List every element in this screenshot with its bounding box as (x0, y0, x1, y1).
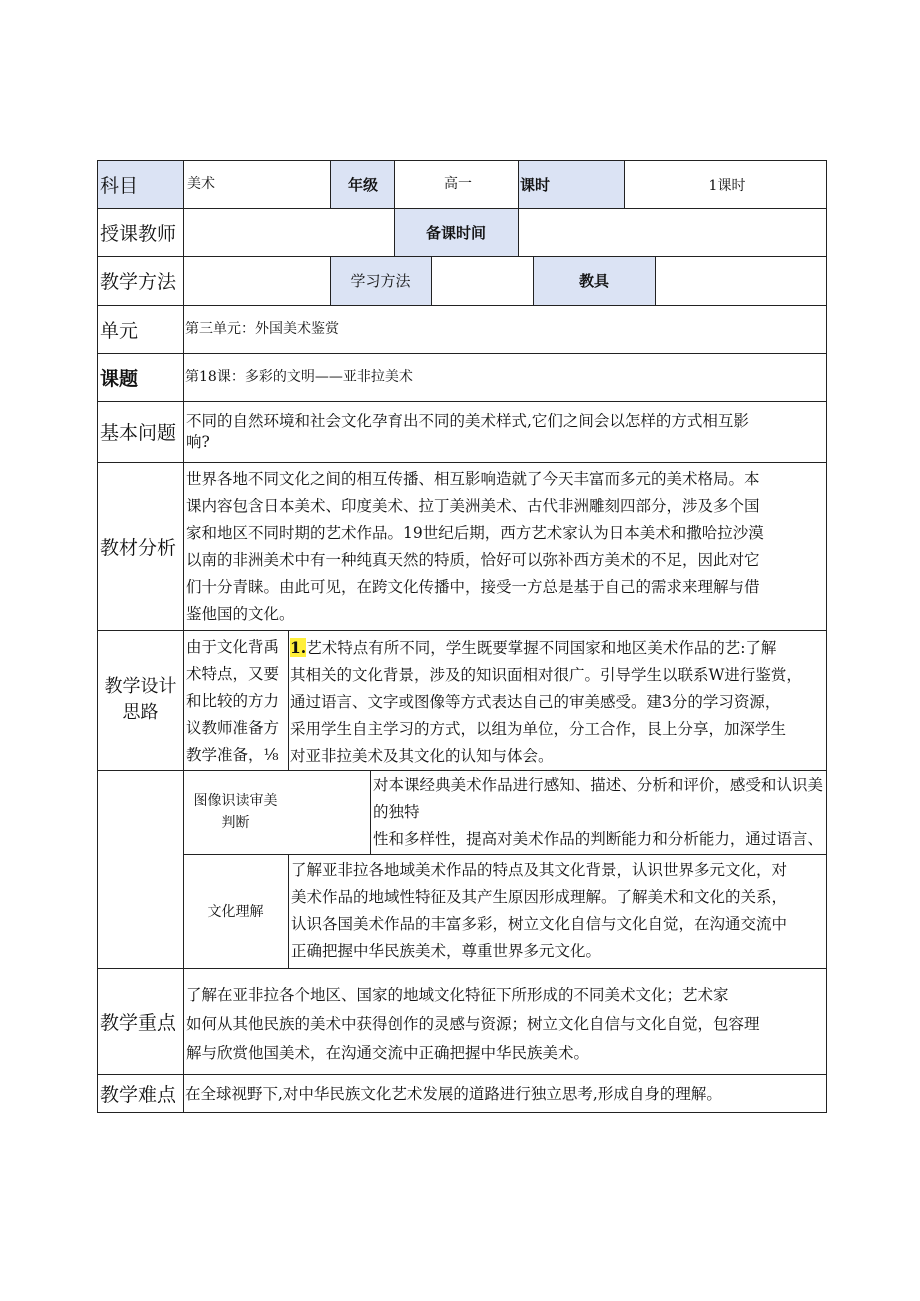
table-border (624, 160, 625, 208)
table-border (518, 208, 519, 256)
table-border (655, 256, 656, 305)
table-border (826, 160, 827, 1113)
design-left-line: 议教师准备方 (186, 719, 280, 737)
table-border (431, 256, 432, 305)
design-right-line: 对亚非拉美术及其文化的认知与体会。 (290, 747, 554, 765)
design-right-line: 通过语言、文字或图像等方式表达自己的审美感受。建3分的学习资源， (290, 693, 781, 711)
image-literacy-text (370, 770, 826, 854)
design-right-line: 1.艺术特点有所不同，学生既要掌握不同国家和地区美术作品的艺:了解 (290, 638, 777, 657)
table-border (330, 256, 331, 305)
table-border (97, 305, 827, 306)
table-border (97, 160, 827, 161)
table-border (97, 968, 827, 969)
culture-text (288, 854, 826, 968)
analysis-label: 教材分析 (100, 536, 177, 559)
grade-value: 高一 (444, 176, 472, 192)
analysis-text (183, 462, 826, 630)
period-value: 1课时 (708, 177, 746, 194)
culture-line: 美术作品的地域性特征及其产生原因形成理解。了解美术和文化的关系， (291, 888, 788, 906)
table-border (97, 401, 827, 402)
table-border (97, 1074, 827, 1075)
design-label-line: 思路 (122, 702, 159, 723)
image-literacy-line: 性和多样性，提高对美术作品的判断能力和分析能力，通过语言、 (373, 830, 823, 848)
table-border (97, 770, 827, 771)
table-border (97, 462, 827, 463)
key-points-line: 解与欣赏他国美术，在沟通交流中正确把握中华民族美术。 (186, 1044, 590, 1062)
unit-value: 第三单元：外国美术鉴赏 (185, 321, 339, 337)
table-border (394, 208, 395, 256)
prep-time-value (518, 208, 826, 256)
table-border (330, 160, 331, 208)
analysis-line: 家和地区不同时期的艺术作品。19世纪后期，西方艺术家认为日本美术和撒哈拉沙漠 (186, 524, 764, 542)
table-border (518, 160, 519, 208)
highlight-mark: 1. (290, 638, 307, 657)
design-left-line: 由于文化背禹 (186, 638, 280, 656)
analysis-line: 们十分青睐。由此可见，在跨文化传播中，接受一方总是基于自己的需求来理解与借 (186, 578, 760, 596)
literacy-label (98, 770, 183, 968)
image-literacy-label: 图像识读审美判断 (193, 793, 278, 831)
table-border (183, 160, 184, 1113)
analysis-line: 鉴他国的文化。 (186, 605, 295, 623)
image-literacy-line: 对本课经典美术作品进行感知、描述、分析和评价，感受和认识美的独特 (373, 776, 823, 821)
teacher-value (183, 208, 394, 256)
table-border (97, 160, 98, 1113)
subject-value: 美术 (187, 176, 215, 192)
learn-method-value (431, 256, 533, 305)
culture-line: 正确把握中华民族美术，尊重世界多元文化。 (291, 942, 602, 960)
key-points-text (183, 968, 826, 1074)
table-border (97, 630, 827, 631)
learn-method-label: 学习方法 (330, 256, 431, 305)
difficulty-label: 教学难点 (100, 1083, 177, 1106)
question-label: 基本问题 (100, 422, 177, 444)
design-left-text (183, 630, 288, 770)
table-border (97, 256, 827, 257)
prep-time-label: 备课时间 (394, 208, 518, 256)
grade-label: 年级 (330, 161, 394, 208)
method-label: 教学方法 (100, 271, 177, 293)
table-border (97, 353, 827, 354)
question-line: 不同的自然环境和社会文化孕育出不同的美术样式,它们之间会以怎样的方式相互影 (186, 412, 749, 430)
unit-label: 单元 (100, 319, 139, 342)
design-right-line: 采用学生自主学习的方式，以组为单位，分工合作，艮上分享，加深学生 (290, 720, 787, 738)
subject-label: 科目 (98, 161, 183, 208)
analysis-line: 世界各地不同文化之间的相互传播、相互影响造就了今天丰富而多元的美术格局。本 (186, 470, 760, 488)
analysis-line: 以南的非洲美术中有一种纯真天然的特质，恰好可以弥补西方美术的不足，因此对它 (186, 551, 760, 569)
culture-label: 文化理解 (207, 904, 264, 920)
analysis-line: 课内容包含日本美术、印度美术、拉丁美洲美术、古代非洲雕刻四部分，涉及多个国 (186, 497, 760, 515)
culture-line: 了解亚非拉各地域美术作品的特点及其文化背景，认识世界多元文化，对 (291, 861, 788, 879)
tools-label: 教具 (533, 256, 655, 305)
key-points-line: 了解在亚非拉各个地区、国家的地域文化特征下所形成的不同美术文化；艺术家 (186, 986, 729, 1004)
table-border (183, 854, 827, 855)
key-points-line: 如何从其他民族的美术中获得创作的灵感与资源；树立文化自信与文化自觉，包容理 (186, 1015, 760, 1033)
design-right-text (288, 630, 826, 770)
table-border (288, 854, 289, 968)
design-left-line: 教学准备，⅛ (186, 746, 279, 764)
teacher-label: 授课教师 (100, 222, 177, 245)
topic-label: 课题 (100, 367, 139, 390)
design-left-line: 术特点，又要 (186, 665, 280, 683)
culture-line: 认识各国美术作品的丰富多彩，树立文化自信与文化自觉，在沟通交流中 (291, 915, 788, 933)
topic-value: 第18课：多彩的文明——亚非拉美术 (185, 369, 413, 385)
table-border (97, 1112, 827, 1113)
table-border (97, 208, 827, 209)
period-label: 课时 (518, 161, 624, 208)
design-label-line: 教学设计 (104, 676, 177, 697)
difficulty-text: 在全球视野下,对中华民族文化艺术发展的道路进行独立思考,形成自身的理解。 (185, 1085, 722, 1103)
question-line: 响? (186, 433, 210, 451)
design-label (98, 630, 183, 770)
design-right-line: 其相关的文化背景，涉及的知识面相对很广。引导学生以联系W进行鉴赏， (290, 666, 802, 684)
question-text (183, 401, 826, 462)
table-border (533, 256, 534, 305)
method-value (183, 256, 330, 305)
table-border (394, 160, 395, 208)
key-points-label: 教学重点 (100, 1011, 177, 1034)
tools-value (655, 256, 826, 305)
table-border (288, 630, 289, 770)
table-border (370, 770, 371, 854)
design-left-line: 和比较的方力 (186, 692, 280, 710)
